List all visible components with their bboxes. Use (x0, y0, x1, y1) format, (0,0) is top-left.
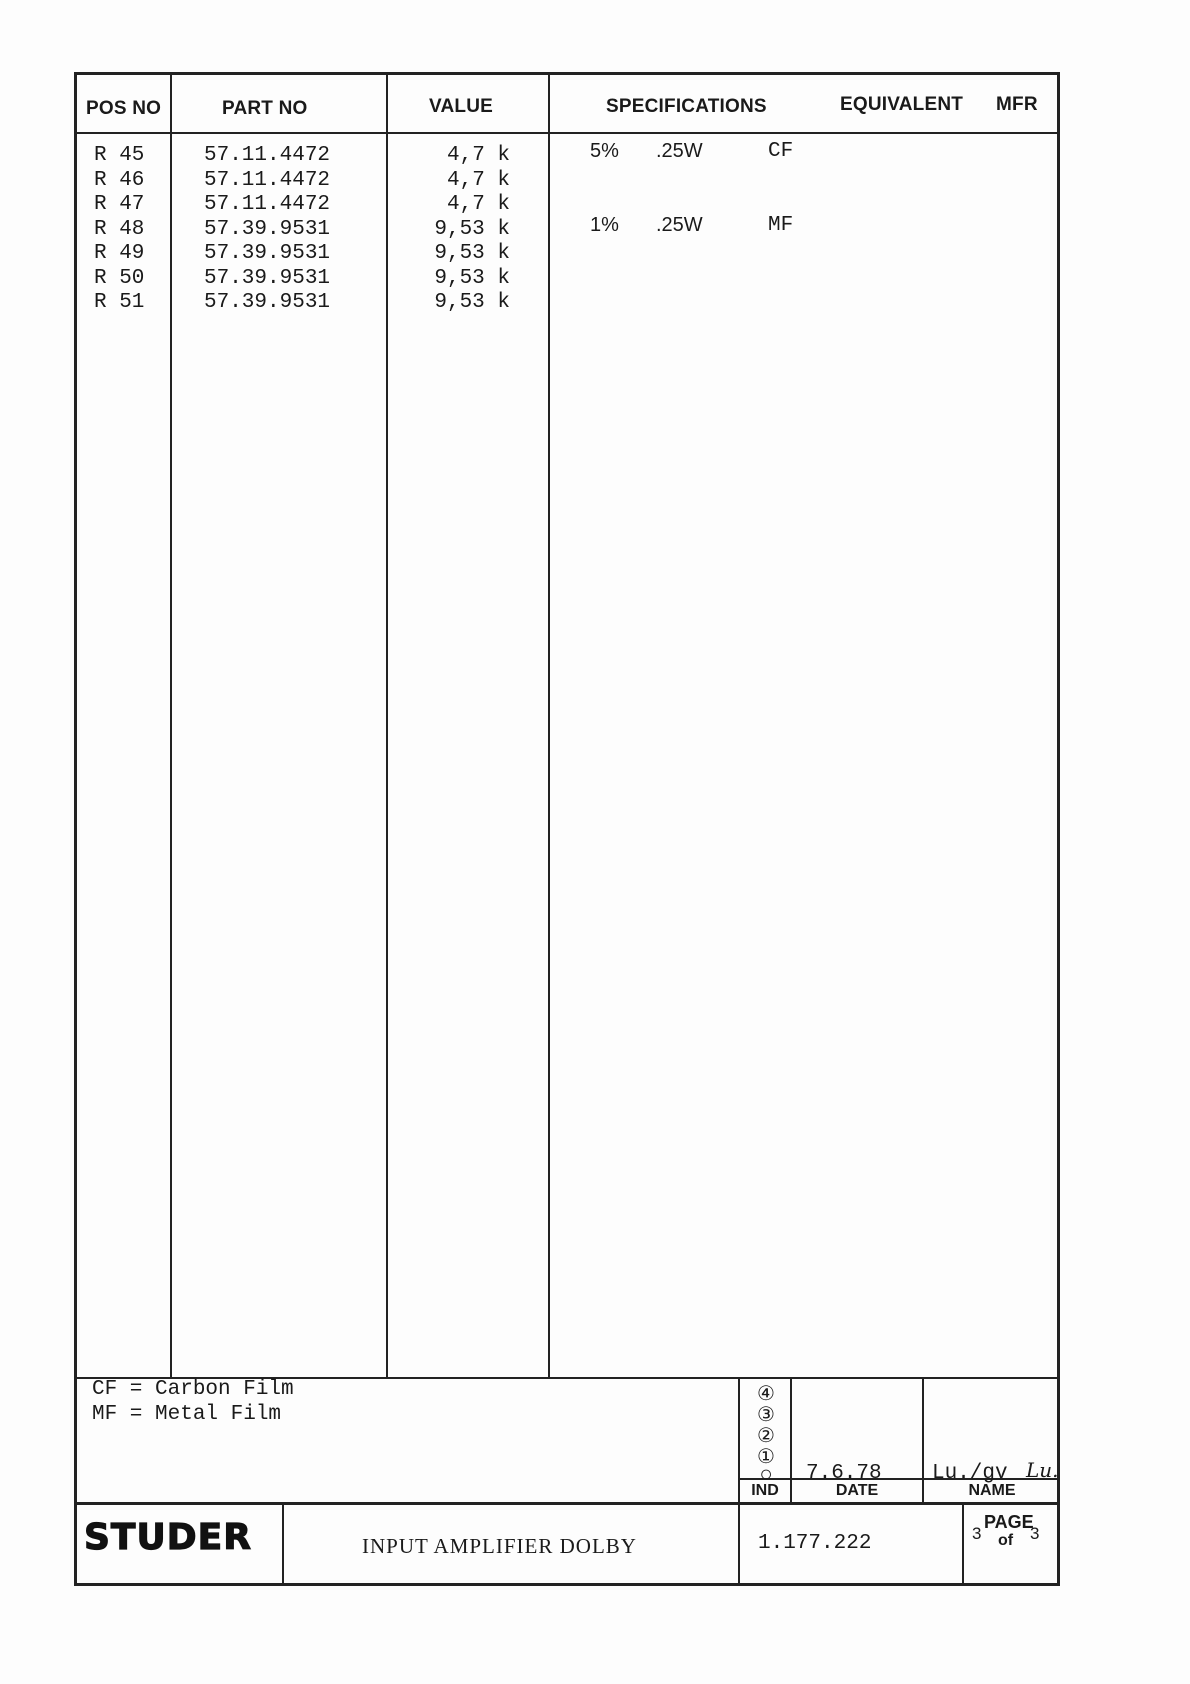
table-row-pos: R 50 (94, 266, 145, 290)
spec-tolerance-2: 1% (590, 214, 619, 236)
revision-symbol-0: ○ (759, 1461, 773, 1486)
revision-symbol-1: ① (757, 1446, 775, 1468)
label-name: NAME (968, 1482, 1016, 1499)
document-number: 1.177.222 (758, 1532, 872, 1555)
spec-type-2: MF (768, 214, 794, 237)
header-value: VALUE (429, 96, 493, 117)
revision-symbol-3: ③ (757, 1404, 775, 1426)
label-date: DATE (835, 1482, 879, 1499)
table-row-pos: R 47 (94, 193, 145, 216)
table-row-pos: R 45 (94, 144, 145, 167)
col-divider-value (548, 72, 550, 1378)
title-block-top-line (74, 1502, 1060, 1505)
label-ind: IND (751, 1482, 779, 1499)
table-row-pos: R 48 (94, 217, 145, 241)
table-row-value: 4,7 k (446, 168, 510, 192)
page-label: PAGE (984, 1512, 1034, 1532)
table-row-pos: R 49 (94, 242, 145, 265)
studer-logo: STUDER (84, 1516, 252, 1558)
table-row-value: 9,53 k (434, 291, 510, 314)
table-row-value: 4,7 k (446, 193, 510, 216)
tb-divider-logo (282, 1502, 284, 1586)
revision-name: Lu./gv (932, 1462, 1008, 1485)
header-mfr: MFR (996, 94, 1038, 115)
spec-tolerance-1: 5% (590, 140, 619, 162)
page-indicator (964, 1504, 1058, 1562)
revision-symbol-2: ② (757, 1425, 775, 1447)
table-row-part: 57.39.9531 (204, 266, 331, 290)
table-row-part: 57.39.9531 (204, 291, 331, 314)
table-row-part: 57.11.4472 (204, 144, 331, 167)
table-row-part: 57.11.4472 (204, 193, 331, 216)
value-column (404, 144, 510, 316)
parts-list-sheet (74, 72, 1060, 1586)
page-total: 3 (1030, 1524, 1040, 1543)
revision-symbol-4: ④ (757, 1383, 775, 1405)
col-divider-pos (170, 72, 172, 1378)
table-row-value: 9,53 k (434, 266, 510, 290)
revision-date: 7.6.78 (806, 1462, 882, 1485)
header-specifications: SPECIFICATIONS (606, 96, 767, 117)
legend-mf: MF = Metal Film (92, 1402, 282, 1426)
document-title: INPUT AMPLIFIER DOLBY (362, 1534, 637, 1558)
part-column (204, 144, 330, 316)
table-row-part: 57.39.9531 (204, 217, 331, 241)
table-row-value: 9,53 k (434, 217, 510, 241)
page-current: 3 (972, 1524, 982, 1543)
table-row-part: 57.11.4472 (204, 168, 331, 192)
legend (92, 1378, 294, 1427)
header-pos-no: POS NO (86, 98, 162, 119)
table-row-pos: R 46 (94, 168, 145, 192)
table-row-pos: R 51 (94, 291, 145, 314)
spec-power-2: .25W (656, 214, 703, 236)
header-part-no: PART NO (222, 98, 308, 119)
table-row-value: 9,53 k (434, 242, 510, 265)
header-divider (74, 132, 1060, 134)
table-row-value: 4,7 k (446, 144, 510, 167)
pos-column (94, 144, 144, 316)
legend-cf: CF = Carbon Film (92, 1378, 294, 1401)
spec-type-1: CF (768, 140, 794, 163)
table-row-part: 57.39.9531 (204, 242, 331, 265)
col-divider-part (386, 72, 388, 1378)
revision-signature: Lu. (1026, 1458, 1059, 1482)
spec-power-1: .25W (656, 140, 703, 162)
page-of: of (998, 1532, 1014, 1549)
header-equivalent: EQUIVALENT (840, 94, 964, 115)
